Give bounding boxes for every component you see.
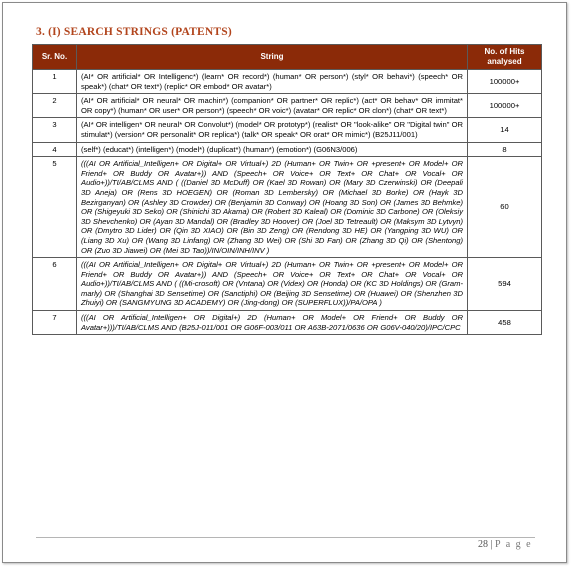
cell-sr-no: 1 [33, 70, 77, 94]
cell-hits: 594 [468, 258, 542, 311]
cell-hits: 14 [468, 118, 542, 142]
search-strings-table [32, 44, 542, 335]
page-number-footer [478, 539, 532, 550]
cell-sr-no: 4 [33, 142, 77, 157]
footer-divider [36, 537, 535, 538]
cell-sr-no: 6 [33, 258, 77, 311]
cell-hits: 458 [468, 311, 542, 335]
cell-string: (((AI OR Artificial_Intelligen+ OR Digital+) 2D (Human+ OR Model+ OR Friend+ OR Buddy OR Avatar+)))/TI/AB/CLMS AND (B25J-011/001 OR G06F-003/011 OR A63B-2071/0636 OR G06V-040/20)/IPC/CPC [77, 311, 468, 335]
section-heading: 3. (I) SEARCH STRINGS (PATENTS) [36, 26, 232, 38]
cell-string: (self*) (educat*) (intelligen*) (model*) (duplicat*) (human*) (emotion*) (G06N3/006) [77, 142, 468, 157]
cell-hits: 8 [468, 142, 542, 157]
cell-string: (((AI OR Artificial_Intelligen+ OR Digital+ OR Virtual+) 2D (Human+ OR Twin+ OR +present+ OR Model+ OR Friend+ OR Buddy OR Avatar+)) AND (Speech+ OR Voice+ OR Text+ OR Chat+ OR Vocal+ OR Audio+))/TI/AB/CLMS AND ( ((Daniel 3D McDuff) OR (Kael 3D Rowan) OR (Mary 3D Czerwinski) OR (Deepali 3D Aneja) OR (Rens 3D HOEGEN) OR (Roman 3D Lembersky) OR (Michael 3D Borke) OR (Hayk 3D Bezirganyan) OR (Ashley 3D Crowder) OR (Benjamin 3D Conway) OR (Hoang 3D Son) OR (James 3D Behmke) OR (Shigeyuki 3D Seko) OR (Shinichi 3D Akama) OR (Robert 3D Kaleal) OR (Dominic 3D Carbone) OR (Oleksiy 3D Shevchenko) OR (Ayan 3D Mandal) OR (Bradley 3D Hoover) OR (Joel 3D Tetreault) OR (Maksym 3D Lytvyn) OR (Dmytro 3D Lider) OR (Qin 3D XIAO) OR (Bin 3D Zeng) OR (Rendong 3D HE) OR (Yangping 3D WU) OR (Liang 3D Xu) OR (Wang 3D Linfang) OR (Zhang 3D Wei) OR (Shi 3D Fan) OR (Zhang 3D Qi) OR (Shentong) OR (Zuo 3D Jiawei) OR (Mei 3D Tao))/IN/OIN/INH/INV ) [77, 157, 468, 258]
header-sr-no: Sr. No. [33, 45, 77, 70]
cell-hits: 100000+ [468, 70, 542, 94]
cell-sr-no: 3 [33, 118, 77, 142]
page-separator: | [490, 539, 493, 550]
table-row [33, 311, 542, 335]
cell-sr-no: 7 [33, 311, 77, 335]
table-row [33, 157, 542, 258]
table-row [33, 94, 542, 118]
cell-string: (AI* OR intelligen* OR neural* OR Convolut*) (model* OR prototyp*) (realist* OR "look-alike" OR "Digital twin" OR stimulat*) (version* OR personalit* OR replica*) (talk* OR speak* OR orat* OR mimic*) (B25J11/001) [77, 118, 468, 142]
header-string: String [77, 45, 468, 70]
table-row [33, 70, 542, 94]
cell-hits: 100000+ [468, 94, 542, 118]
page-word: P a g e [495, 539, 533, 550]
page-number: 28 [478, 539, 488, 550]
table-row [33, 118, 542, 142]
table-row [33, 142, 542, 157]
table-row [33, 258, 542, 311]
cell-string: (((AI OR Artificial_Intelligen+ OR Digital+ OR Virtual+) 2D (Human+ OR Twin+ OR +present+ OR Model+ OR Friend+ OR Buddy OR Avatar+)) AND (Speech+ OR Voice+ OR Text+ OR Chat+ OR Vocal+ OR Audio+))/TI/AB/CLMS AND ( ((Mi-crosoft) OR (Vntana) OR (Videx) OR (Honda) OR (KC 3D Holdings) OR (Gram-marly) OR (Shanghai 3D Sensetime) OR (Sanctiphi) OR (Beijing 3D Sensetime) OR (Huawei) OR (Shenzhen 3D Zhuiyi) OR (SANGMYUNG 3D ACADEMY) OR (Jing-dong) OR (SUPERFLUX))/PA/OPA ) [77, 258, 468, 311]
cell-sr-no: 2 [33, 94, 77, 118]
header-hits: No. of Hits analysed [468, 45, 542, 70]
cell-hits: 60 [468, 157, 542, 258]
cell-string: (AI* OR artificial* OR Intelligenc*) (learn* OR record*) (human* OR person*) (styl* OR behavi*) (speech* OR speak*) (chat* OR text*) (replic* OR embod* OR avatar*) [77, 70, 468, 94]
cell-string: (AI* OR artificial* OR neural* OR machin*) (companion* OR partner* OR replic*) (act* OR behav* OR immitat* OR copy*) (human* OR user* OR person*) (speech* OR voic*) (avatar* OR replic* OR clon*) (chat* OR text*) [77, 94, 468, 118]
table-header-row [33, 45, 542, 70]
cell-sr-no: 5 [33, 157, 77, 258]
